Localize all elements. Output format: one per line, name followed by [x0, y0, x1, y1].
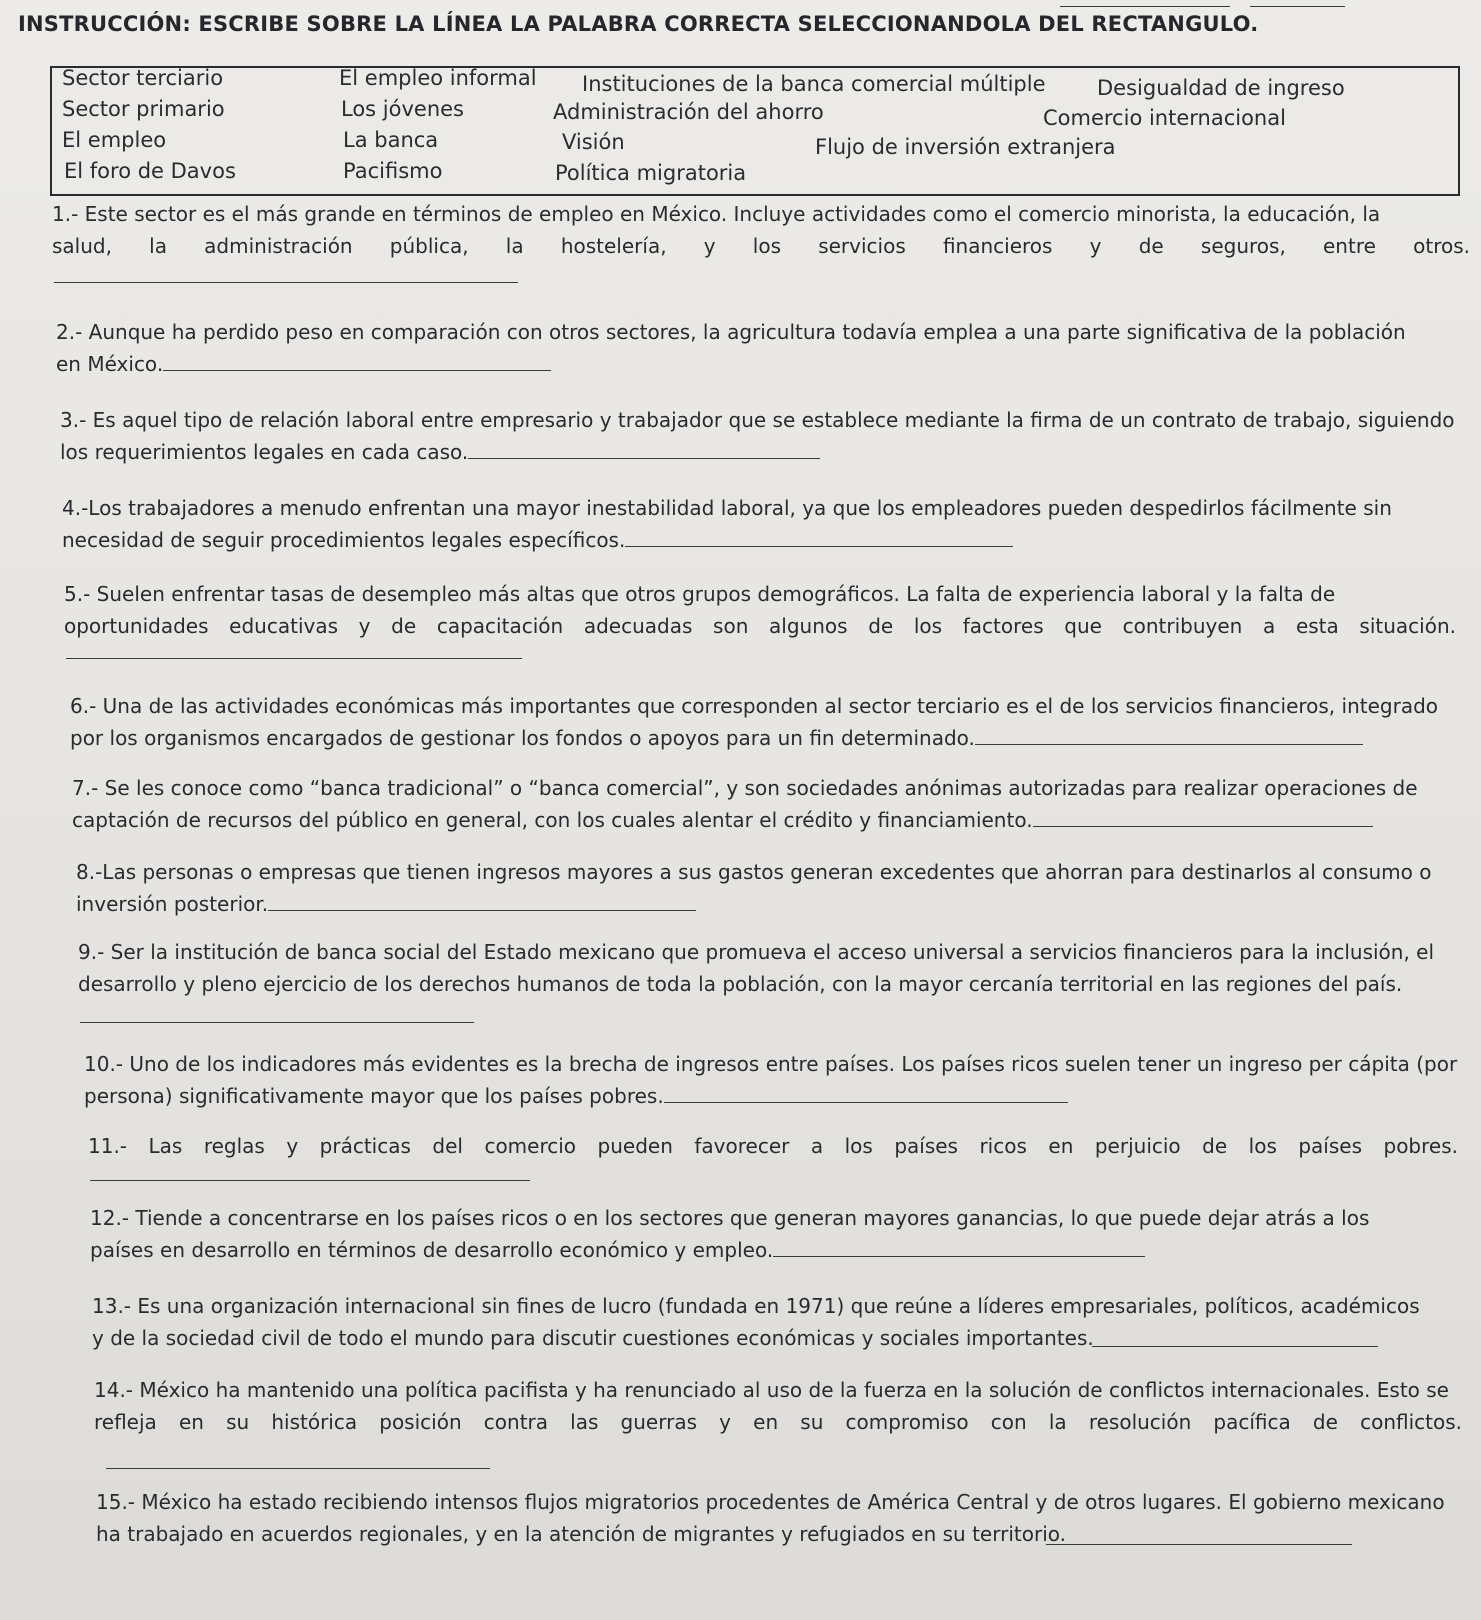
question-2 [56, 316, 1474, 380]
word-bank-item[interactable]: Administración del ahorro [553, 100, 824, 124]
question-text: 7.- Se les conoce como “banca tradicional” o “banca comercial”, y son sociedades anónimas autorizadas para realizar operaciones de [72, 776, 1418, 800]
question-text: salud, la administración pública, la hostelería, y los servicios financieros y de seguros, entre otros. [52, 234, 1470, 258]
question-text: 3.- Es aquel tipo de relación laboral entre empresario y trabajador que se establece mediante la firma de un contrato de trabajo, siguiendo [60, 408, 1455, 432]
question-text: 10.- Uno de los indicadores más evidentes es la brecha de ingresos entre países. Los países ricos suelen tener un ingreso per cápita (por [84, 1052, 1458, 1076]
question-text: 13.- Es una organización internacional sin fines de lucro (fundada en 1971) que reúne a líderes empresariales, políticos, académicos [92, 1294, 1420, 1318]
question-text: por los organismos encargados de gestionar los fondos o apoyos para un fin determinado. [70, 726, 975, 750]
question-text: en México. [56, 352, 164, 376]
question-text: 5.- Suelen enfrentar tasas de desempleo más altas que otros grupos demográficos. La falta de experiencia laboral y la falta de [64, 582, 1336, 606]
word-bank-item[interactable]: Comercio internacional [1043, 106, 1286, 130]
question-text: persona) significativamente mayor que los países pobres. [84, 1084, 664, 1108]
question-text: oportunidades educativas y de capacitación adecuadas son algunos de los factores que contribuyen a esta situación. [64, 614, 1456, 638]
word-bank-item[interactable]: Sector terciario [62, 66, 224, 90]
word-bank-item[interactable]: Sector primario [62, 97, 225, 121]
question-15 [96, 1486, 1476, 1550]
answer-line-2[interactable] [163, 348, 551, 371]
question-text: desarrollo y pleno ejercicio de los derechos humanos de toda la población, con la mayor cercanía territorial en las regiones del país. [78, 972, 1403, 996]
question-12 [90, 1202, 1480, 1266]
question-13 [92, 1290, 1481, 1354]
question-text: necesidad de seguir procedimientos legales específicos. [62, 528, 626, 552]
question-text: los requerimientos legales en cada caso. [60, 440, 469, 464]
question-text: 8.-Las personas o empresas que tienen ingresos mayores a sus gastos generan excedentes que ahorran para destinarlos al consumo o [76, 860, 1432, 884]
question-14 [94, 1374, 1462, 1438]
answer-line-15[interactable] [1046, 1544, 1352, 1545]
question-text: 1.- Este sector es el más grande en términos de empleo en México. Incluye actividades como el comercio minorista, la educación, la [52, 202, 1381, 226]
question-text: 11.- Las reglas y prácticas del comercio pueden favorecer a los países ricos en perjuicio de los países pobres. [88, 1134, 1458, 1158]
question-text: inversión posterior. [76, 892, 269, 916]
top-rule [1250, 6, 1345, 7]
question-6 [70, 690, 1470, 754]
answer-line-1[interactable] [54, 282, 518, 283]
question-5 [64, 578, 1456, 642]
word-bank-item[interactable]: Política migratoria [555, 161, 747, 185]
question-7 [72, 772, 1472, 836]
question-text: y de la sociedad civil de todo el mundo para discutir cuestiones económicas y sociales importantes. [92, 1326, 1094, 1350]
answer-line-14[interactable] [106, 1468, 490, 1469]
question-text: 9.- Ser la institución de banca social del Estado mexicano que promueva el acceso universal a servicios financieros para la inclusión, el [78, 940, 1435, 964]
question-text: captación de recursos del público en general, con los cuales alentar el crédito y financiamiento. [72, 808, 1033, 832]
question-1 [52, 198, 1470, 262]
question-text: 2.- Aunque ha perdido peso en comparación con otros sectores, la agricultura todavía emplea a una parte significativa de la población [56, 320, 1406, 344]
word-bank-item[interactable]: Instituciones de la banca comercial múltiple [582, 72, 1046, 96]
answer-line-7[interactable] [1033, 804, 1373, 827]
question-4 [62, 492, 1480, 556]
question-9 [78, 936, 1478, 1000]
question-text: 15.- México ha estado recibiendo intensos flujos migratorios procedentes de América Central y de otros lugares. El gobierno mexicano [96, 1490, 1445, 1514]
word-bank-item[interactable]: El empleo [62, 128, 167, 152]
question-text: 6.- Una de las actividades económicas más importantes que corresponden al sector terciario es el de los servicios financieros, integrado [70, 694, 1439, 718]
answer-line-8[interactable] [268, 888, 696, 911]
answer-line-11[interactable] [90, 1180, 530, 1181]
word-bank-item[interactable]: Los jóvenes [341, 97, 464, 121]
question-text: países en desarrollo en términos de desarrollo económico y empleo. [90, 1238, 774, 1262]
question-11 [88, 1130, 1458, 1162]
word-bank-item[interactable]: El foro de Davos [64, 159, 236, 183]
word-bank-item[interactable]: Pacifismo [343, 159, 443, 183]
question-text: 12.- Tiende a concentrarse en los países ricos o en los sectores que generan mayores ganancias, lo que puede dejar atrás a los [90, 1206, 1370, 1230]
answer-line-3[interactable] [468, 436, 820, 459]
question-3 [60, 404, 1478, 468]
question-text: 4.-Los trabajadores a menudo enfrentan una mayor inestabilidad laboral, ya que los empleadores pueden despedirlos fácilmente sin [62, 496, 1392, 520]
word-bank-item[interactable]: El empleo informal [339, 66, 537, 90]
answer-line-12[interactable] [773, 1234, 1145, 1257]
question-text: ha trabajado en acuerdos regionales, y en la atención de migrantes y refugiados en su territorio. [96, 1522, 1066, 1546]
word-bank-item[interactable]: Flujo de inversión extranjera [815, 135, 1116, 159]
word-bank-item[interactable]: La banca [343, 128, 439, 152]
top-rule [1060, 6, 1230, 7]
question-text: refleja en su histórica posición contra las guerras y en su compromiso con la resolución pacífica de conflictos. [94, 1410, 1462, 1434]
answer-line-5[interactable] [66, 658, 522, 659]
question-text: 14.- México ha mantenido una política pacifista y ha renunciado al uso de la fuerza en la solución de conflictos internacionales. Esto se [94, 1378, 1449, 1402]
answer-line-13[interactable] [1092, 1346, 1378, 1347]
word-bank-item[interactable]: Visión [562, 130, 625, 154]
answer-line-10[interactable] [664, 1080, 1068, 1103]
question-10 [84, 1048, 1474, 1112]
answer-line-6[interactable] [975, 722, 1363, 745]
question-8 [76, 856, 1476, 920]
instruction-title: INSTRUCCIÓN: ESCRIBE SOBRE LA LÍNEA LA PALABRA CORRECTA SELECCIONANDOLA DEL RECTANGULO. [18, 12, 1259, 36]
answer-line-9[interactable] [80, 1022, 474, 1023]
answer-line-4[interactable] [625, 524, 1013, 547]
word-bank-item[interactable]: Desigualdad de ingreso [1097, 76, 1345, 100]
